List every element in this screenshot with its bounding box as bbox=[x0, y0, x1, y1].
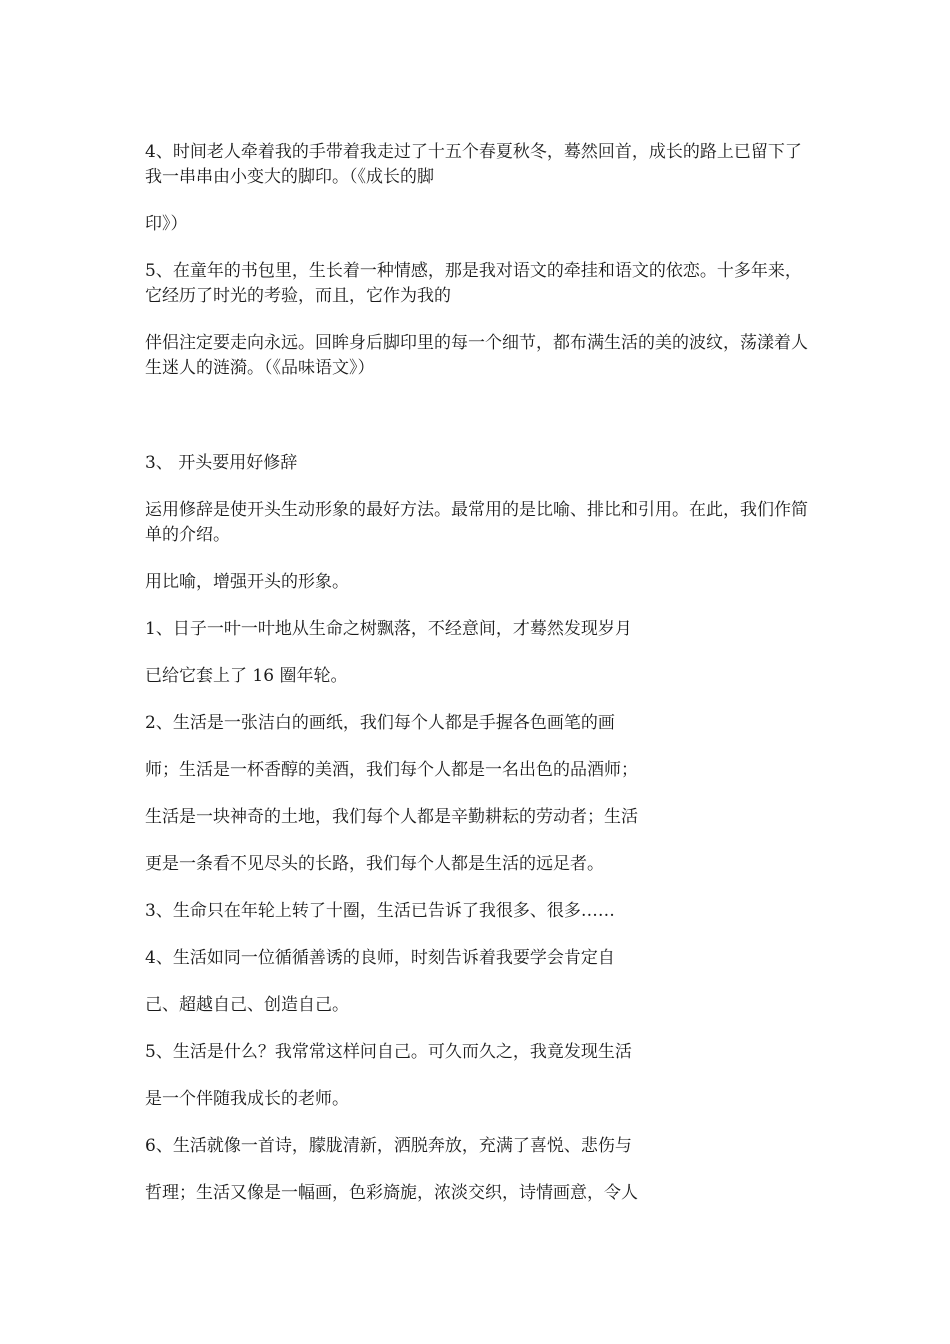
paragraph-chinese-language-companion: 伴侣注定要走向永远。回眸身后脚印里的每一个细节，都布满生活的美的波纹，荡漾着人生迷人的涟漪。（《品味语文》） bbox=[145, 333, 808, 378]
paragraph-example-3: 3、生命只在年轮上转了十圈，生活已告诉了我很多、很多…… bbox=[145, 901, 615, 921]
paragraph-rhetoric-intro: 运用修辞是使开头生动形象的最好方法。最常用的是比喻、排比和引用。在此，我们作简单的介绍。 bbox=[145, 500, 808, 545]
paragraph-metaphor-intro: 用比喻，增强开头的形象。 bbox=[145, 572, 349, 592]
paragraph-example-6-line-1: 6、生活就像一首诗，朦胧清新，洒脱奔放，充满了喜悦、悲伤与 bbox=[145, 1136, 632, 1156]
paragraph-example-2-line-3: 生活是一块神奇的土地，我们每个人都是辛勤耕耘的劳动者；生活 bbox=[145, 807, 638, 827]
paragraph-footprints-of-growth: 4、时间老人牵着我的手带着我走过了十五个春夏秋冬，蓦然回首，成长的路上已留下了我一串串由小变大的脚印。（《成长的脚 bbox=[145, 142, 802, 187]
paragraph-example-1-line-2: 已给它套上了 16 圈年轮。 bbox=[145, 666, 348, 686]
paragraph-example-2-line-2: 师；生活是一杯香醇的美酒，我们每个人都是一名出色的品酒师； bbox=[145, 760, 638, 780]
paragraph-example-2-line-4: 更是一条看不见尽头的长路，我们每个人都是生活的远足者。 bbox=[145, 854, 604, 874]
section-heading-rhetoric: 3、 开头要用好修辞 bbox=[145, 453, 298, 473]
paragraph-example-2-line-1: 2、生活是一张洁白的画纸，我们每个人都是手握各色画笔的画 bbox=[145, 713, 615, 733]
paragraph-footprints-citation: 印》） bbox=[145, 214, 188, 234]
paragraph-example-1-line-1: 1、日子一叶一叶地从生命之树飘落，不经意间，才蓦然发现岁月 bbox=[145, 619, 632, 639]
paragraph-example-6-line-2: 哲理；生活又像是一幅画，色彩旖旎，浓淡交织，诗情画意，令人 bbox=[145, 1183, 638, 1203]
paragraph-example-4-line-1: 4、生活如同一位循循善诱的良师，时刻告诉着我要学会肯定自 bbox=[145, 948, 615, 968]
paragraph-example-5-line-1: 5、生活是什么？我常常这样问自己。可久而久之，我竟发现生活 bbox=[145, 1042, 632, 1062]
paragraph-chinese-language-love: 5、在童年的书包里，生长着一种情感，那是我对语文的牵挂和语文的依恋。十多年来，它经历了时光的考验，而且，它作为我的 bbox=[145, 261, 802, 306]
paragraph-example-5-line-2: 是一个伴随我成长的老师。 bbox=[145, 1089, 349, 1109]
paragraph-example-4-line-2: 己、超越自己、创造自己。 bbox=[145, 995, 349, 1015]
